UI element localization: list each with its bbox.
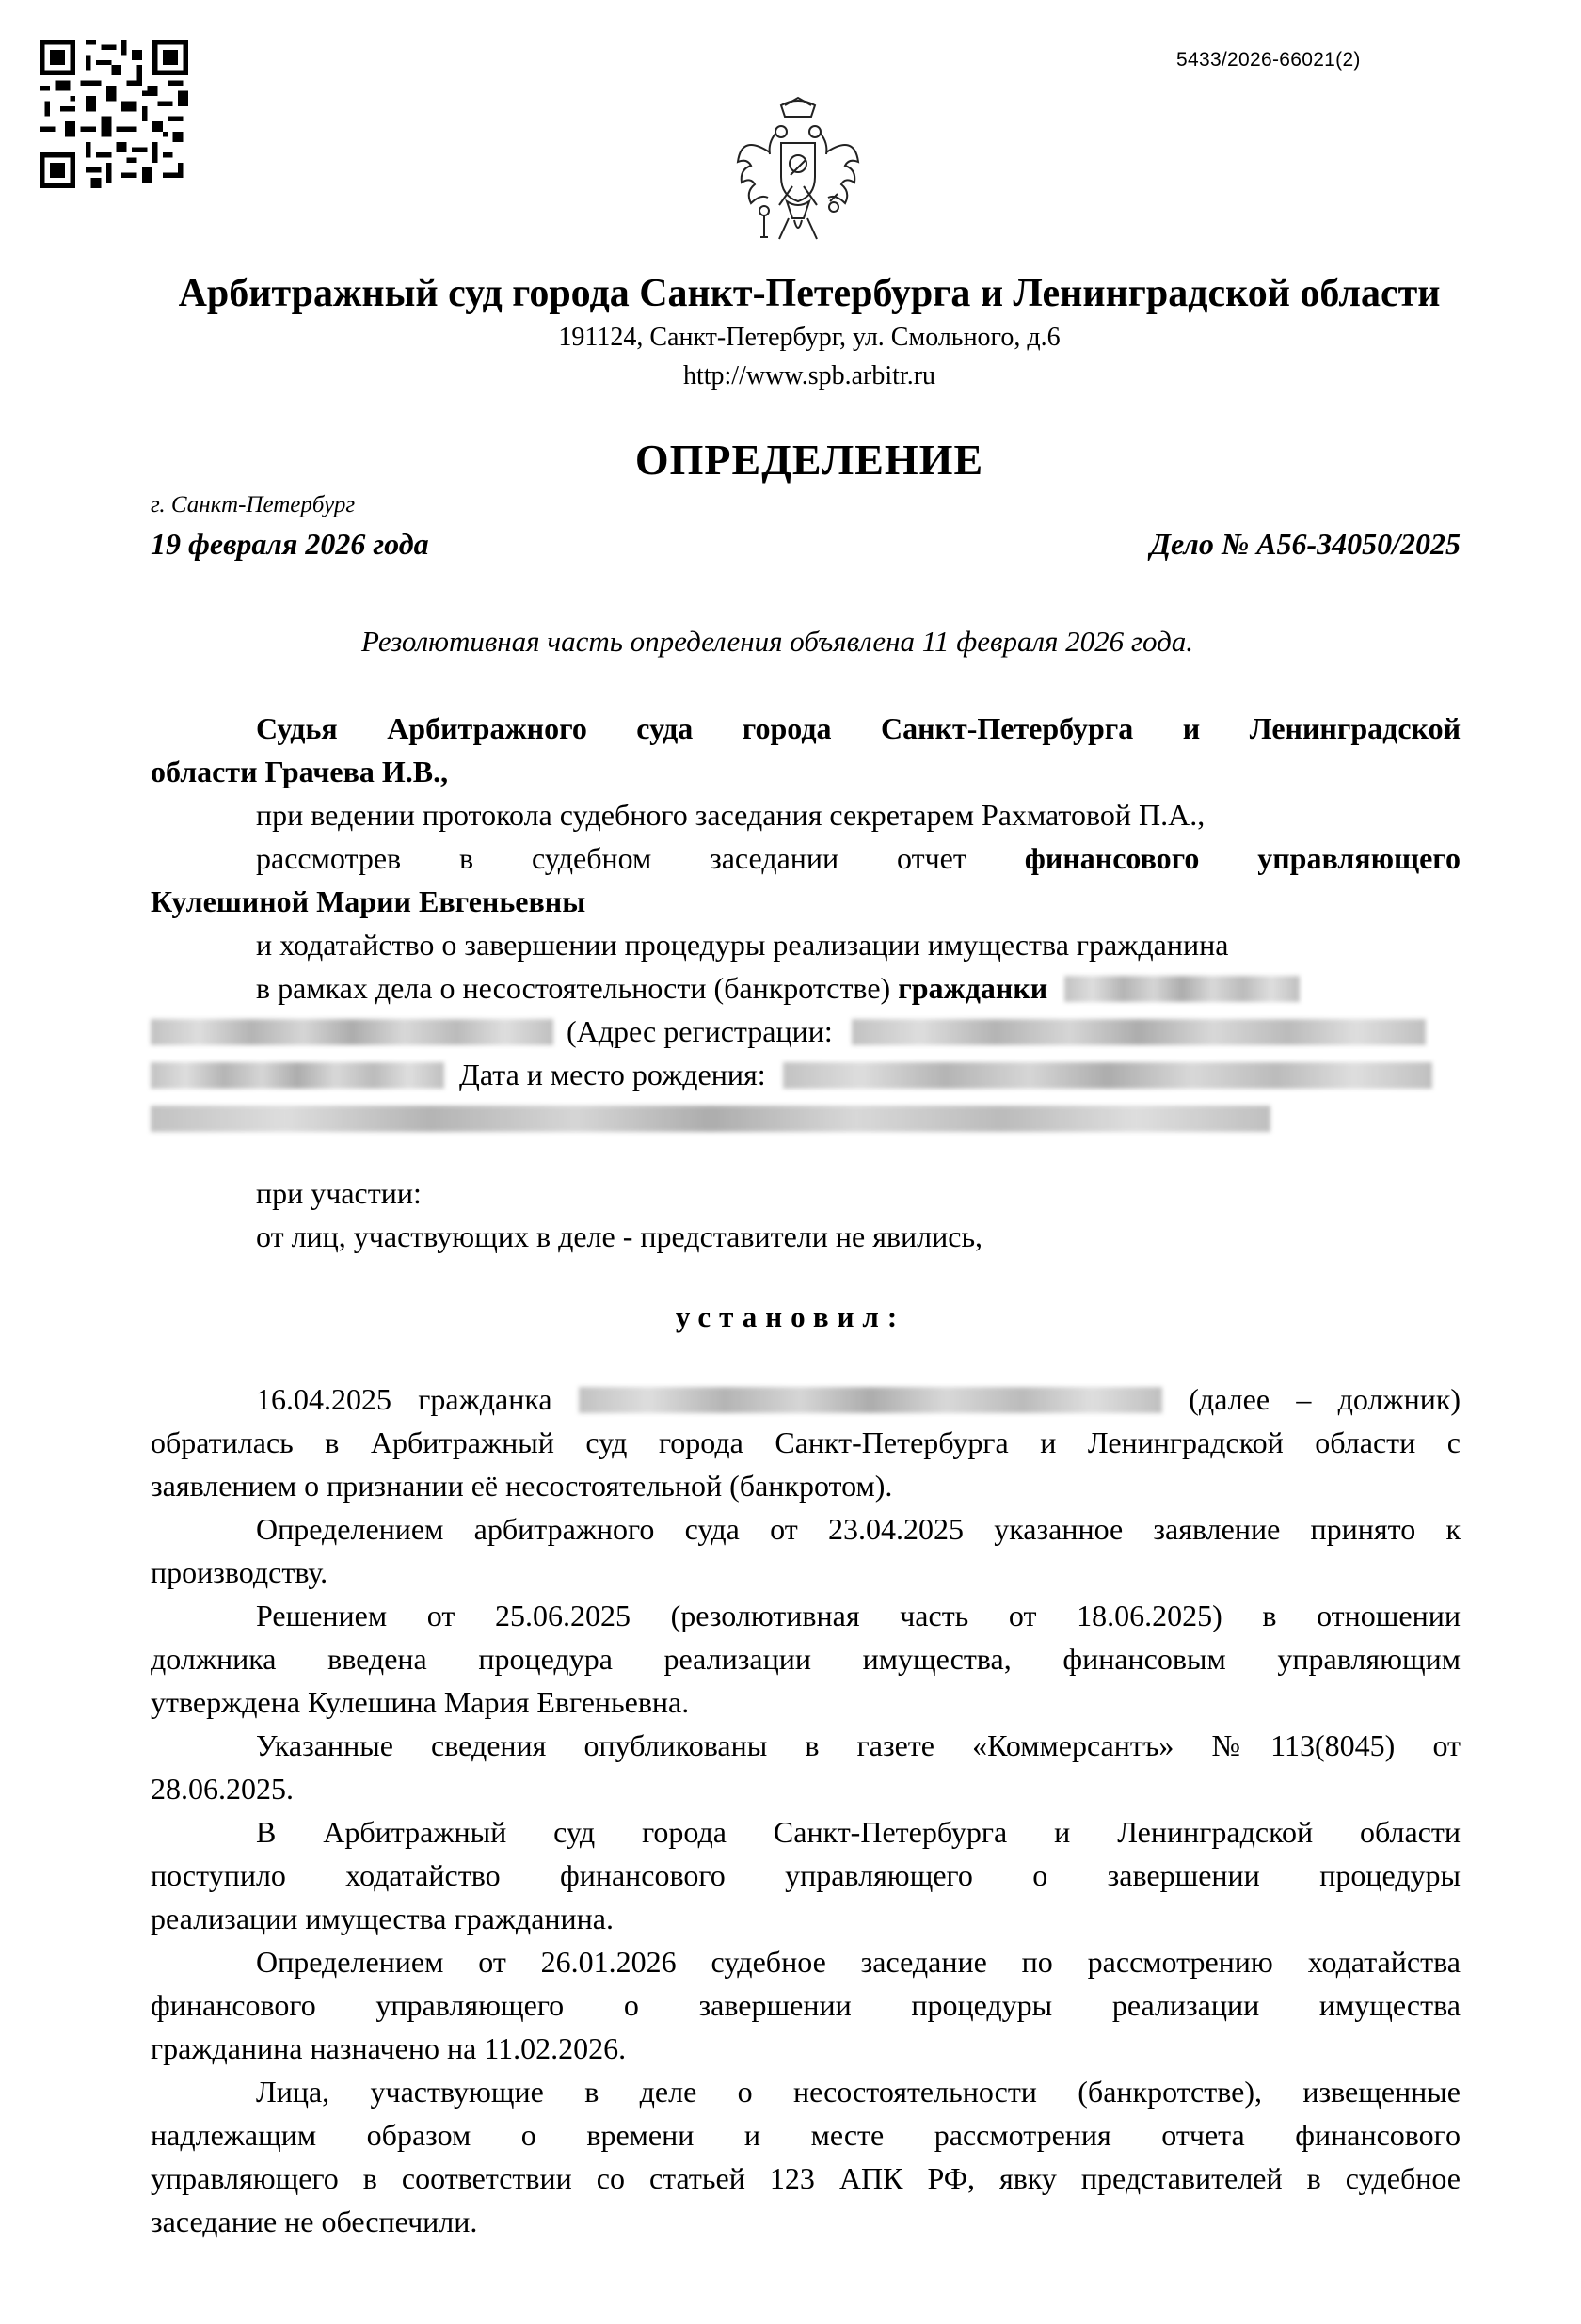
redacted-address-part xyxy=(151,1062,444,1089)
case-text: в рамках дела о несостоятельности (банкротстве) xyxy=(256,971,891,1005)
birth-label: Дата и место рождения: xyxy=(459,1058,766,1091)
p7-line-3: управляющего в соответствии со статьей 123 АПК РФ, явку представителей в судебное xyxy=(151,2161,1461,2195)
financial-manager-label: финансового управляющего xyxy=(1024,841,1461,875)
judge-line-1: Судья Арбитражного суда города Санкт-Петербурга и Ленинградской xyxy=(256,711,1461,745)
address-label: (Адрес регистрации: xyxy=(567,1014,833,1048)
p4-line-2: 28.06.2025. xyxy=(151,1772,294,1806)
case-number: Дело № А56-34050/2025 xyxy=(1150,527,1461,561)
redacted-debtor-name xyxy=(579,1387,1162,1413)
p5-line-2: поступило ходатайство финансового управляющего о завершении процедуры xyxy=(151,1858,1461,1892)
judge-line-2: области Грачева И.В., xyxy=(151,755,449,788)
participation-label: при участии: xyxy=(256,1176,422,1210)
p7-line-2: надлежащим образом о времени и месте рассмотрения отчета финансового xyxy=(151,2118,1461,2152)
review-text: рассмотрев в судебном заседании отчет xyxy=(256,841,966,875)
p3-line-2: должника введена процедура реализации имущества, финансовым управляющим xyxy=(151,1642,1461,1676)
p7-line-1: Лица, участвующие в деле о несостоятельности (банкротстве), извещенные xyxy=(256,2075,1461,2109)
review-line xyxy=(256,837,1461,879)
p5-line-3: реализации имущества гражданина. xyxy=(151,1902,614,1935)
coat-of-arms-icon xyxy=(732,96,864,254)
p1-line-2: обратилась в Арбитражный суд города Санкт-Петербурга и Ленинградской области с xyxy=(151,1425,1461,1459)
case-line xyxy=(256,967,1461,1009)
p1-text-a: 16.04.2025 гражданка xyxy=(256,1382,552,1416)
secretary-line: при ведении протокола судебного заседания секретарем Рахматовой П.А., xyxy=(256,798,1206,832)
p2-line-2: производству. xyxy=(151,1555,328,1589)
document-date: 19 февраля 2026 года xyxy=(151,527,429,561)
birth-line xyxy=(151,1054,1461,1095)
p2-line-1: Определением арбитражного суда от 23.04.2025 указанное заявление принято к xyxy=(256,1512,1461,1546)
resolution-note: Резолютивная часть определения объявлена 11 февраля 2026 года. xyxy=(361,625,1194,658)
court-website: http://www.spb.arbitr.ru xyxy=(682,361,936,390)
established-heading-row xyxy=(0,1297,1581,1338)
p1-text-b: (далее – должник) xyxy=(1189,1382,1461,1416)
p6-line-1: Определением от 26.01.2026 судебное заседание по рассмотрению ходатайства xyxy=(256,1945,1461,1979)
p6-line-3: гражданина назначено на 11.02.2026. xyxy=(151,2031,627,2065)
p4-line-1: Указанные сведения опубликованы в газете «Коммерсантъ» №113(8045) от xyxy=(256,1728,1461,1762)
qr-code-icon xyxy=(40,40,188,188)
redacted-birth-place xyxy=(151,1106,1270,1132)
p1-line-1 xyxy=(256,1378,1461,1420)
established-heading: установил: xyxy=(675,1300,906,1333)
address-line xyxy=(151,1011,1461,1052)
motion-line: и ходатайство о завершении процедуры реализации имущества гражданина xyxy=(256,928,1229,962)
document-number: 5433/2026-66021(2) xyxy=(1176,49,1361,71)
p1-line-3: заявлением о признании её несостоятельной (банкротом). xyxy=(151,1469,893,1503)
redacted-birth-data xyxy=(783,1062,1432,1089)
citizen-label: гражданки xyxy=(898,971,1048,1005)
participation-text: от лиц, участвующих в деле - представители не явились, xyxy=(256,1219,983,1253)
p7-line-4: заседание не обеспечили. xyxy=(151,2205,478,2238)
p5-line-1: В Арбитражный суд города Санкт-Петербурга и Ленинградской области xyxy=(256,1815,1461,1849)
document-title: ОПРЕДЕЛЕНИЕ xyxy=(634,436,984,484)
redacted-address xyxy=(852,1019,1426,1045)
p3-line-3: утверждена Кулешина Мария Евгеньевна. xyxy=(151,1685,690,1719)
p6-line-2: финансового управляющего о завершении процедуры реализации имущества xyxy=(151,1988,1461,2022)
redacted-line xyxy=(151,1097,1461,1138)
p3-line-1: Решением от 25.06.2025 (резолютивная часть от 18.06.2025) в отношении xyxy=(256,1599,1461,1632)
city: г. Санкт-Петербург xyxy=(151,492,356,517)
redacted-name-part xyxy=(1064,976,1300,1002)
court-name: Арбитражный суд города Санкт-Петербурга и Ленинградской области xyxy=(178,272,1441,315)
court-address: 191124, Санкт-Петербург, ул. Смольного, д.6 xyxy=(558,323,1061,352)
manager-name: Кулешиной Марии Евгеньевны xyxy=(151,884,586,918)
redacted-name xyxy=(151,1019,553,1045)
